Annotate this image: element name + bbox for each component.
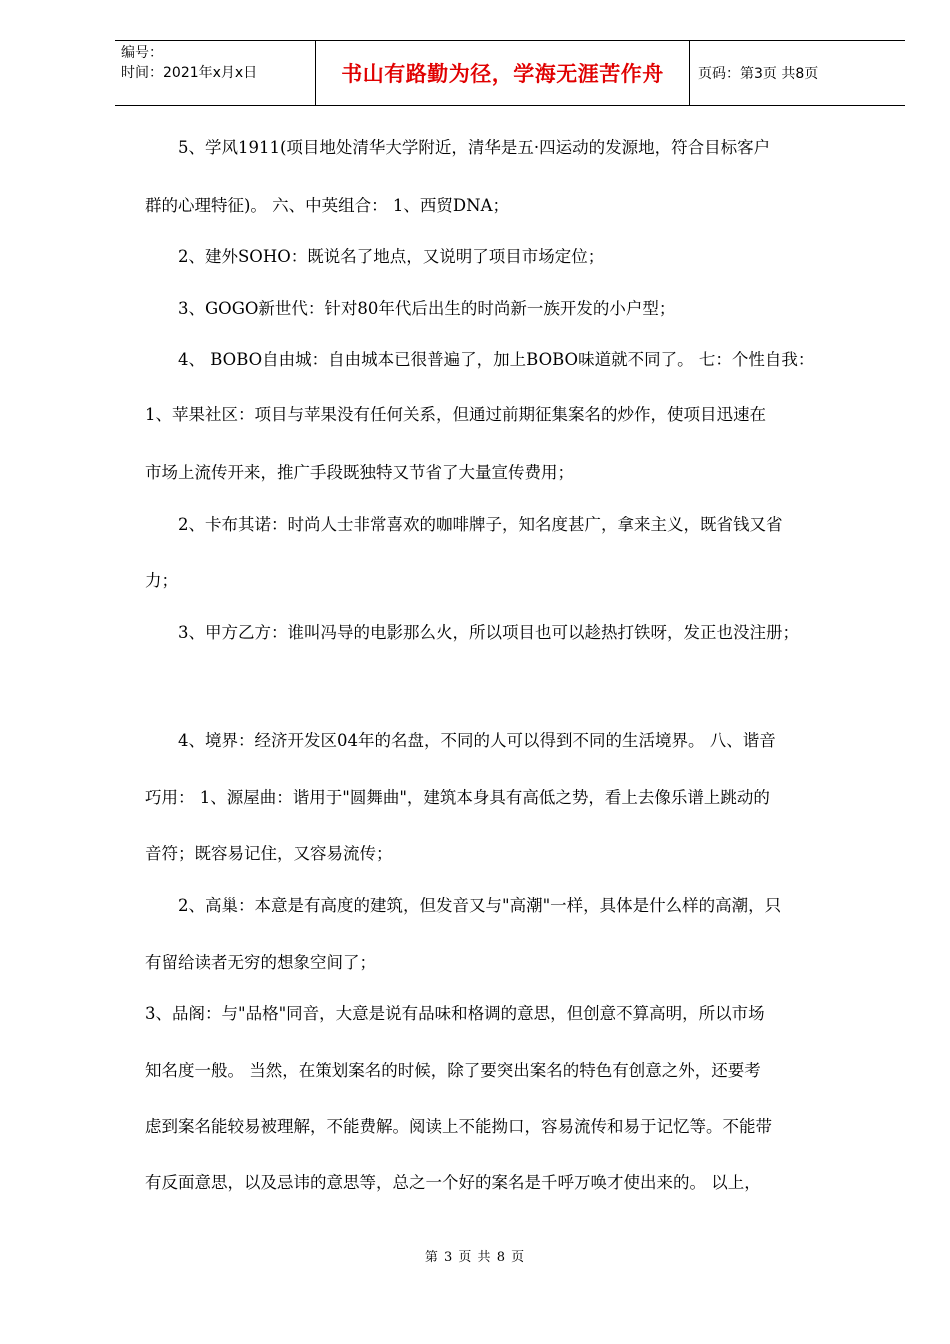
body-line: 3、甲方乙方：谁叫冯导的电影那么火，所以项目也可以趁热打铁呀，发正也没注册； <box>145 623 799 642</box>
body-line: 2、卡布其诺：时尚人士非常喜欢的咖啡牌子，知名度甚广，拿来主义，既省钱又省 <box>145 515 783 534</box>
page-header <box>115 40 905 106</box>
body-line: 有留给读者无穷的想象空间了； <box>145 953 376 972</box>
body-line: 3、品阁：与"品格"同音，大意是说有品味和格调的意思，但创意不算高明，所以市场 <box>145 1004 765 1023</box>
header-meta <box>115 41 315 105</box>
body-line: 知名度一般。 当然，在策划案名的时候，除了要突出案名的特色有创意之外，还要考 <box>145 1061 761 1080</box>
body-line: 4、境界：经济开发区04年的名盘，不同的人可以得到不同的生活境界。 八、谐音 <box>145 731 776 750</box>
body-line: 5、学风1911(项目地处清华大学附近，清华是五·四运动的发源地，符合目标客户 <box>145 138 771 157</box>
body-line: 2、高巢：本意是有高度的建筑，但发音又与"高潮"一样，具体是什么样的高潮，只 <box>145 896 782 915</box>
body-line: 音符；既容易记住，又容易流传； <box>145 844 393 863</box>
header-page-info-cell <box>690 41 905 105</box>
body-line: 4、 BOBO自由城：自由城本已很普遍了，加上BOBO味道就不同了。 七：个性自我： <box>145 350 815 369</box>
body-line: 力； <box>145 571 178 590</box>
header-motto: 书山有路勤为径，学海无涯苦作舟 <box>341 62 664 86</box>
body-line: 2、建外SOHO：既说名了地点，又说明了项目市场定位； <box>145 247 605 266</box>
body-line: 市场上流传开来，推广手段既独特又节省了大量宣传费用； <box>145 463 574 482</box>
header-motto-cell <box>315 41 690 105</box>
doc-number-label: 编号： <box>121 45 163 61</box>
body-line: 群的心理特征)。 六、中英组合： 1、西贸DNA； <box>145 196 510 215</box>
body-line: 1、苹果社区：项目与苹果没有任何关系，但通过前期征集案名的炒作，使项目迅速在 <box>145 405 766 424</box>
time-label: 时间：2021年x月x日 <box>121 65 258 81</box>
page-footer: 第 3 页 共 8 页 <box>424 1250 526 1265</box>
body-line: 巧用： 1、源屋曲：谐用于"圆舞曲"，建筑本身具有高低之势，看上去像乐谱上跳动的 <box>145 788 770 807</box>
body-line: 虑到案名能较易被理解，不能费解。阅读上不能拗口，容易流传和易于记忆等。不能带 <box>145 1117 772 1136</box>
body-line: 3、GOGO新世代：针对80年代后出生的时尚新一族开发的小户型； <box>145 299 676 318</box>
header-page-info: 页码：第3页 共8页 <box>698 66 819 82</box>
body-line: 有反面意思，以及忌讳的意思等，总之一个好的案名是千呼万唤才使出来的。 以上， <box>145 1173 761 1192</box>
